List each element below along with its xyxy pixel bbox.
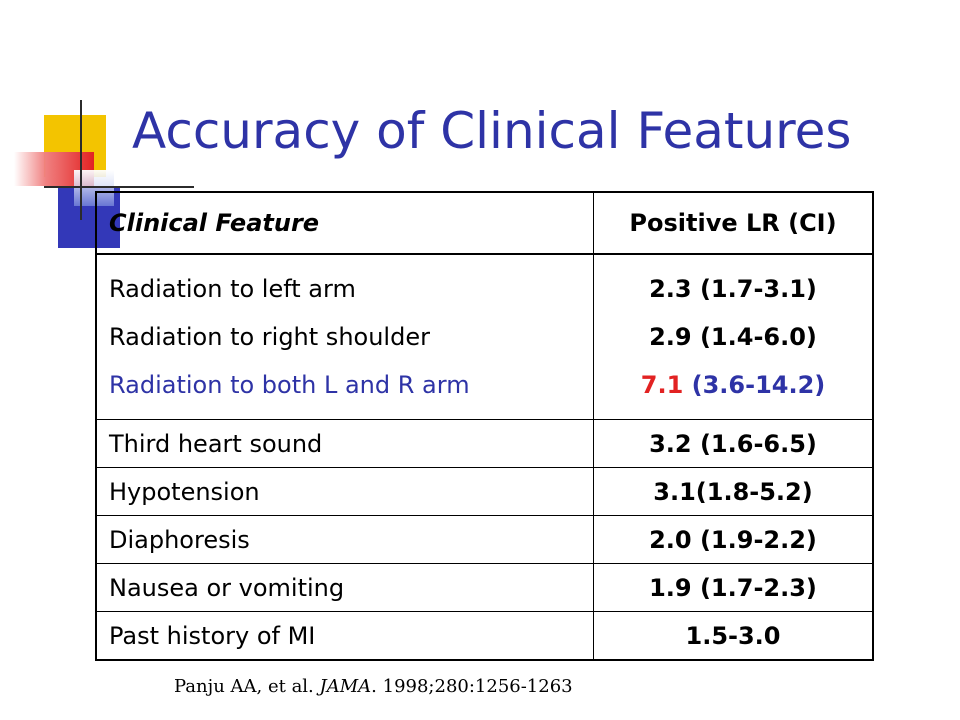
feature-cell: Hypotension	[96, 468, 594, 516]
clinical-features-table	[95, 191, 874, 661]
header-clinical-feature: Clinical Feature	[96, 192, 594, 254]
citation-journal: JAMA	[319, 676, 372, 697]
feature-radiation-both-arms: Radiation to both L and R arm	[109, 371, 470, 399]
citation	[174, 676, 573, 697]
feature-cell: Past history of MI	[96, 612, 594, 661]
decor-horizontal-line	[44, 186, 194, 188]
citation-details: . 1998;280:1256-1263	[371, 676, 573, 697]
value-radiation-both-arms	[595, 361, 871, 409]
feature-cell: Third heart sound	[96, 420, 594, 468]
slide-title: Accuracy of Clinical Features	[132, 102, 852, 160]
radiation-values-cell	[594, 254, 874, 420]
value-cell: 2.0 (1.9-2.2)	[594, 516, 874, 564]
feature-cell: Nausea or vomiting	[96, 564, 594, 612]
value-both-arms-lr: 7.1	[640, 371, 684, 399]
feature-radiation-right-shoulder: Radiation to right shoulder	[109, 323, 430, 351]
value-cell: 1.9 (1.7-2.3)	[594, 564, 874, 612]
value-cell: 3.2 (1.6-6.5)	[594, 420, 874, 468]
feature-cell: Diaphoresis	[96, 516, 594, 564]
table-row	[96, 612, 873, 661]
table-row	[96, 468, 873, 516]
value-radiation-left-arm: 2.3 (1.7-3.1)	[649, 275, 817, 303]
table-row-radiation-group	[96, 254, 873, 420]
value-cell: 3.1(1.8-5.2)	[594, 468, 874, 516]
decor-vertical-line	[80, 100, 82, 220]
value-cell: 1.5-3.0	[594, 612, 874, 661]
table-row	[96, 516, 873, 564]
table-row	[96, 564, 873, 612]
feature-radiation-left-arm: Radiation to left arm	[109, 275, 356, 303]
table-row	[96, 420, 873, 468]
value-radiation-right-shoulder: 2.9 (1.4-6.0)	[649, 323, 817, 351]
header-positive-lr: Positive LR (CI)	[594, 192, 874, 254]
citation-authors: Panju AA, et al.	[174, 676, 320, 697]
table-header-row	[96, 192, 873, 254]
value-both-arms-ci: (3.6-14.2)	[683, 371, 826, 399]
radiation-features-cell	[96, 254, 594, 420]
